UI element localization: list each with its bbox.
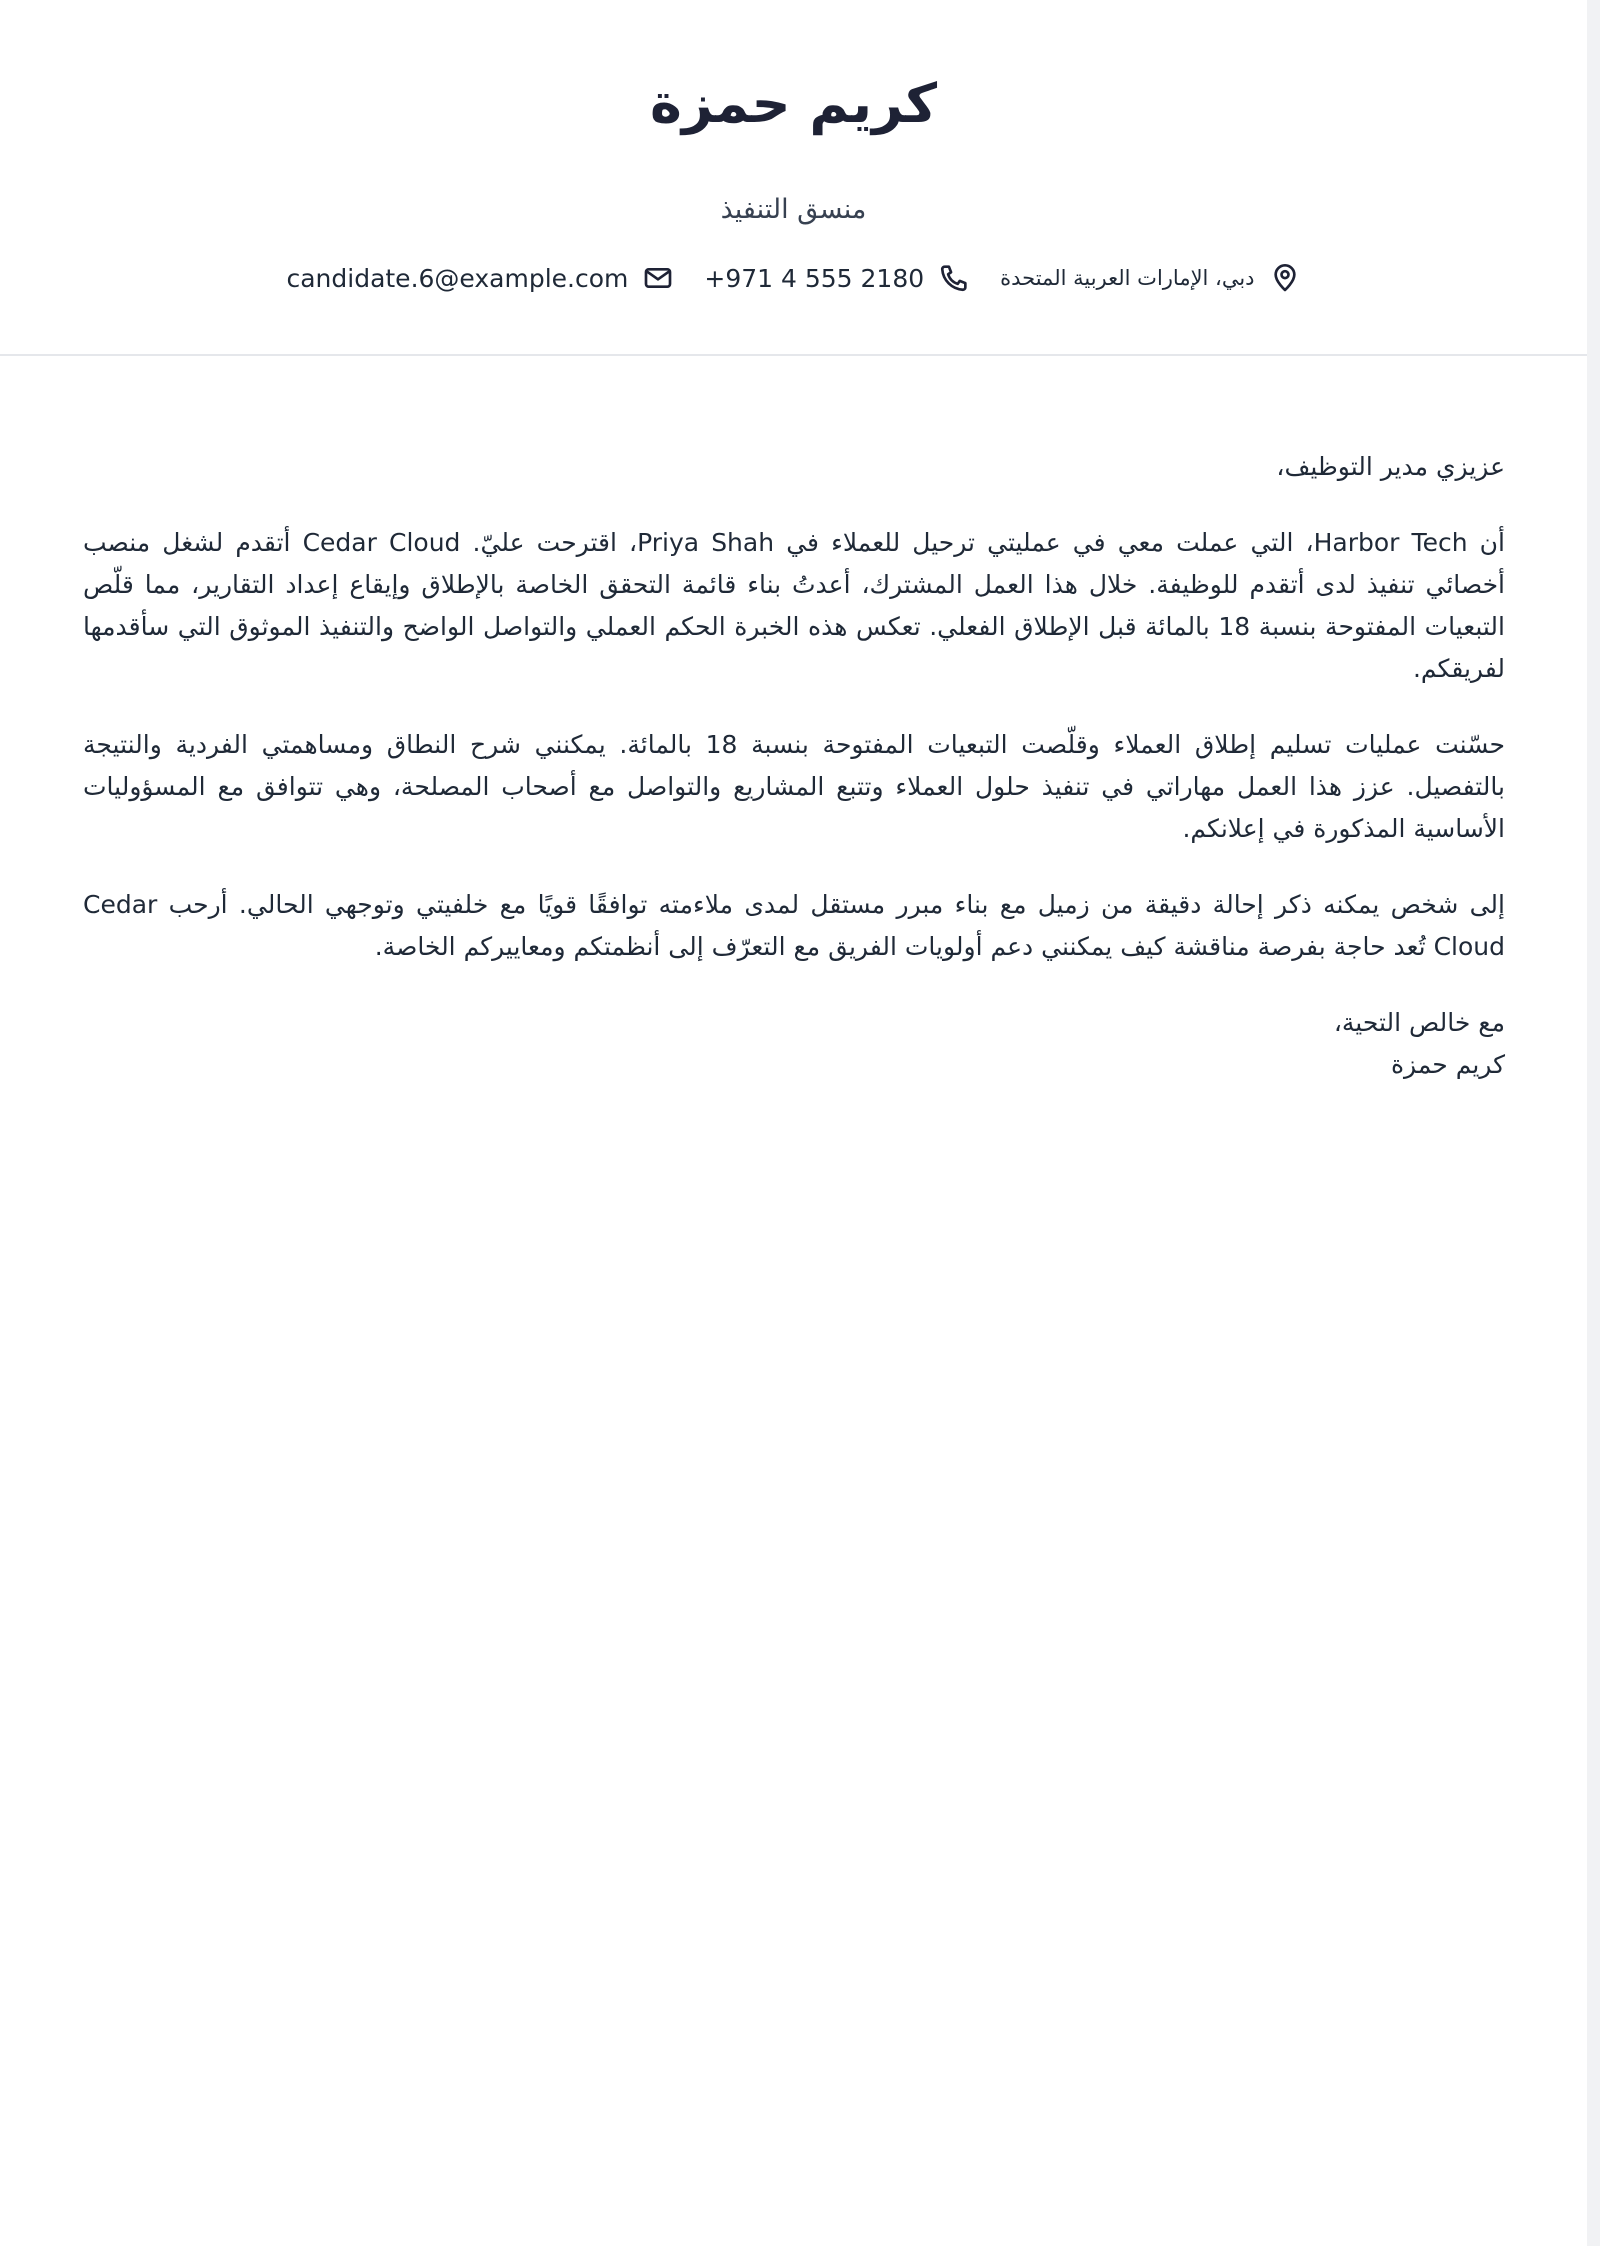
letter-header <box>0 0 1587 356</box>
paragraph-3: إلى شخص يمكنه ذكر إحالة دقيقة من زميل مع بناء مبرر مستقل لمدى ملاءمته توافقًا قويًا مع خلفيتي وتوجهي الحالي. أرحب Cedar Cloud تُعد حاجة بفرصة مناقشة كيف يمكنني دعم أولويات الفريق مع التعرّف إلى أنظمتكم ومعاييركم الخاصة. <box>83 890 1505 961</box>
contact-location <box>1000 262 1300 294</box>
scrollbar-track[interactable] <box>1587 0 1600 2246</box>
candidate-name: كريم حمزة <box>649 72 937 135</box>
phone-text[interactable]: +971 4 555 2180 <box>704 263 925 293</box>
email-text[interactable]: candidate.6@example.com <box>286 263 629 293</box>
mail-icon <box>642 262 674 294</box>
contact-email <box>286 262 674 294</box>
candidate-title: منسق التنفيذ <box>720 194 867 225</box>
contact-phone <box>704 262 970 294</box>
phone-icon <box>938 262 970 294</box>
closing: مع خالص التحية، <box>1333 1008 1505 1037</box>
letter-body <box>83 446 1505 1086</box>
contact-bar <box>0 262 1587 294</box>
paragraph-2: حسّنت عمليات تسليم إطلاق العملاء وقلّصت التبعيات المفتوحة بنسبة 18 بالمائة. يمكنني شرح النطاق ومساهمتي الفردية والنتيجة بالتفصيل. عزز هذا العمل مهاراتي في تنفيذ حلول العملاء وتتبع المشاريع والتواصل مع أصحاب المصلحة، وهي تتوافق مع المسؤوليات الأساسية المذكورة في إعلانكم. <box>83 730 1505 843</box>
map-pin-icon <box>1269 262 1301 294</box>
paragraph-1: أن Harbor Tech، التي عملت معي في عمليتي ترحيل للعملاء في Priya Shah، اقترحت عليّ. Cedar Cloud أتقدم لشغل منصب أخصائي تنفيذ لدى أتقدم للوظيفة. خلال هذا العمل المشترك، أعدتُ بناء قائمة التحقق الخاصة بالإطلاق وإيقاع إعداد التقارير، مما قلّص التبعيات المفتوحة بنسبة 18 بالمائة قبل الإطلاق الفعلي. تعكس هذه الخبرة الحكم العملي والتواصل الواضح والتنفيذ الموثوق التي سأقدمها لفريقكم. <box>83 528 1505 683</box>
signature: كريم حمزة <box>1390 1050 1505 1079</box>
location-text: دبي، الإمارات العربية المتحدة <box>1000 266 1255 290</box>
salutation: عزيزي مدير التوظيف، <box>1276 452 1505 481</box>
